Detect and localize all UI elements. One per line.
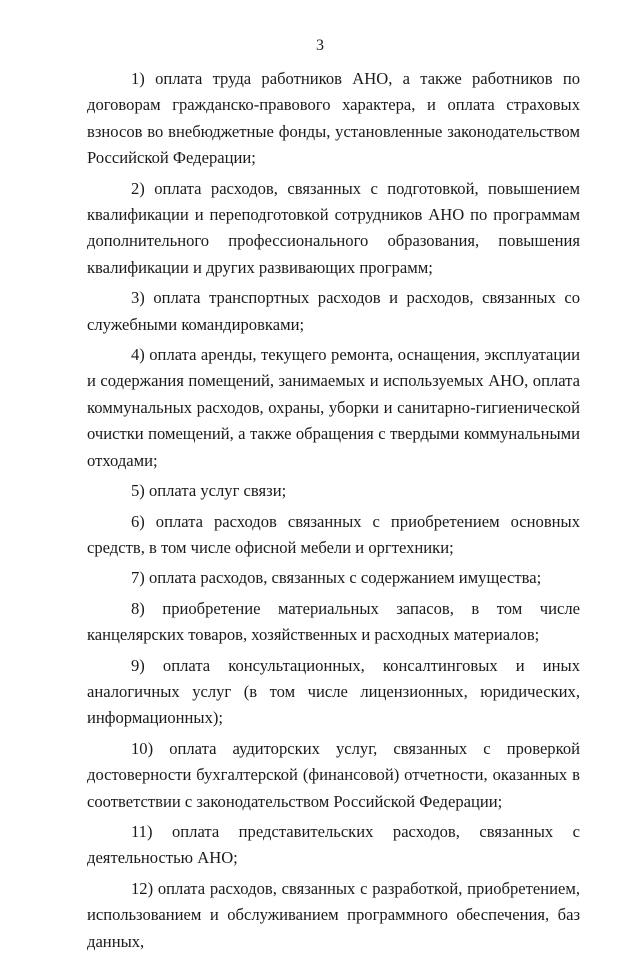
list-item-8: 8) приобретение материальных запасов, в том числе канцелярских товаров, хозяйственных и расходных материалов; xyxy=(87,598,580,645)
list-item-7: 7) оплата расходов, связанных с содержанием имущества; xyxy=(131,568,542,588)
list-item-6: 6) оплата расходов связанных с приобретением основных средств, в том числе офисной мебели и оргтехники; xyxy=(87,511,580,557)
list-item-2: 2) оплата расходов, связанных с подготовкой, повышением квалификации и переподготовкой сотрудников АНО по программам дополнительного профессионального образования, повышения квалификации и других развивающих программ; xyxy=(87,178,580,277)
list-item-1: 1) оплата труда работников АНО, а также работников по договорам гражданско-правового характера, и оплата страховых взносов во внебюджетные фонды, установленные законодательством Российской Федерации; xyxy=(87,69,580,168)
list-item-4: 4) оплата аренды, текущего ремонта, оснащения, эксплуатации и содержания помещений, занимаемых и используемых АНО, оплата коммунальных расходов, охраны, уборки и санитарно-гигиенической очистки помещений, а также обращения с твердыми коммунальными отходами; xyxy=(87,345,580,470)
list-item-11: 11) оплата представительских расходов, связанных с деятельностью АНО; xyxy=(87,821,580,868)
list-item-10: 10) оплата аудиторских услуг, связанных с проверкой достоверности бухгалтерской (финансовой) отчетности, оказанных в соответствии с законодательством Российской Федерации; xyxy=(87,738,580,811)
list-item-3: 3) оплата транспортных расходов и расходов, связанных со служебными командировками; xyxy=(87,288,580,334)
list-item-12: 12) оплата расходов, связанных с разработкой, приобретением, использованием и обслуживанием программного обеспечения, баз данных, xyxy=(87,878,580,951)
page-number: 3 xyxy=(316,37,324,54)
list-item-9: 9) оплата консультационных, консалтинговых и иных аналогичных услуг (в том числе лицензионных, юридических, информационных); xyxy=(87,655,580,728)
document-body xyxy=(87,66,580,959)
list-item-5: 5) оплата услуг связи; xyxy=(131,481,287,501)
